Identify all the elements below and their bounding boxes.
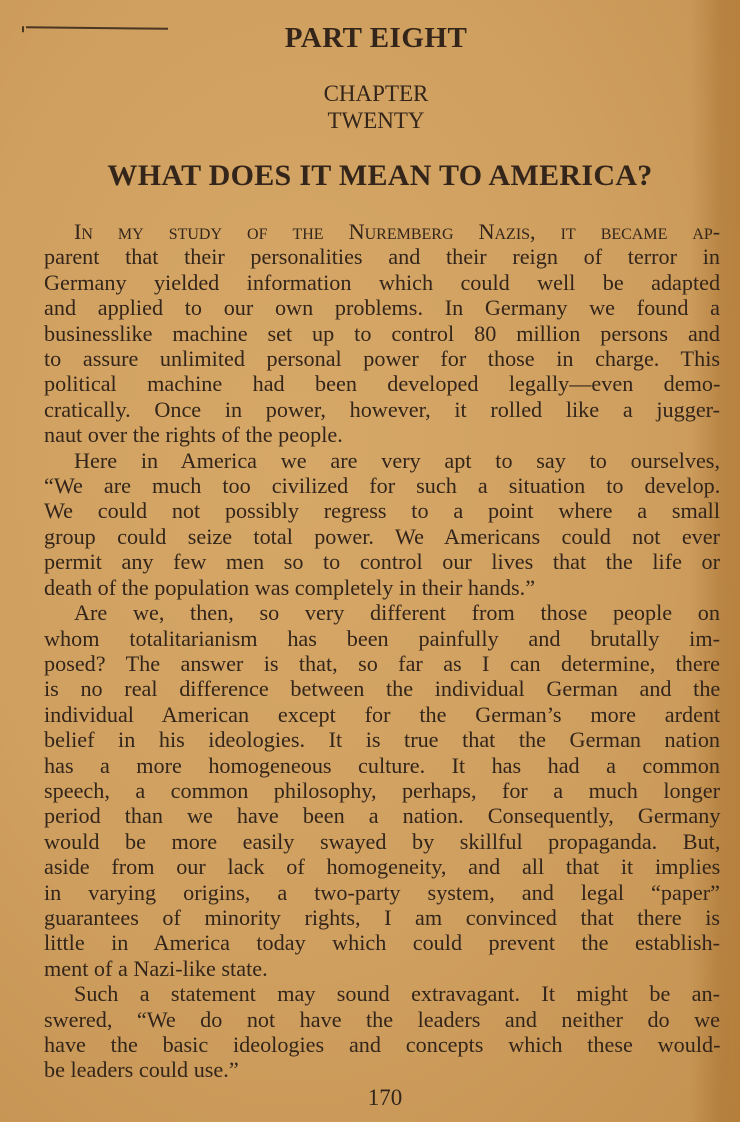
- text-line: have the basic ideologies and concepts which these would-: [44, 1032, 721, 1057]
- text-line: political machine had been developed legally—even demo-: [44, 371, 721, 397]
- chapter-heading: [0, 80, 740, 134]
- text-line: posed? The answer is that, so far as I can determine, there: [44, 650, 720, 676]
- text-line: ment of a Nazi-like state.: [44, 955, 268, 981]
- text-line: period than we have been a nation. Consequently, Germany: [44, 803, 721, 829]
- text-line: death of the population was completely in their hands.”: [44, 574, 536, 600]
- paragraph: [44, 600, 720, 981]
- text-line: would be more easily swayed by skillful propaganda. But,: [44, 828, 721, 854]
- text-line: speech, a common philosophy, perhaps, for a much longer: [44, 777, 720, 803]
- text-line: Here in America we are very apt to say to ourselves,: [74, 447, 720, 473]
- text-line: group could seize total power. We Americans could not ever: [44, 523, 720, 549]
- page-number: 170: [367, 1085, 403, 1110]
- text-line: Are we, then, so very different from those people on: [74, 600, 720, 626]
- text-line: “We are much too civilized for such a situation to develop.: [44, 473, 721, 499]
- chapter-title: WHAT DOES IT MEAN TO AMERICA?: [107, 159, 653, 192]
- text-line: In my study of the Nuremberg Nazis, it became ap-: [74, 219, 721, 244]
- text-line: whom totalitarianism has been painfully and brutally im-: [44, 625, 720, 651]
- paragraph: [44, 448, 720, 600]
- text-line: has a more homogeneous culture. It has had a common: [44, 752, 720, 778]
- text-line: businesslike machine set up to control 80 million persons and: [44, 320, 720, 346]
- text-line: cratically. Once in power, however, it rolled like a jugger-: [44, 396, 720, 422]
- body-text: [44, 219, 720, 1083]
- text-line: little in America today which could prevent the establish-: [44, 930, 720, 956]
- text-line: and applied to our own problems. In Germany we found a: [44, 295, 720, 321]
- text-line: is no real difference between the individual German and the: [44, 676, 721, 702]
- text-line: to assure unlimited personal power for those in charge. This: [44, 346, 720, 372]
- text-line: naut over the rights of the people.: [44, 422, 343, 448]
- text-line: Such a statement may sound extravagant. It might be an-: [74, 981, 721, 1007]
- text-line: parent that their personalities and their reign of terror in: [44, 244, 720, 270]
- paragraph: [44, 981, 720, 1083]
- chapter-number: TWENTY: [327, 108, 425, 133]
- part-title: PART EIGHT: [284, 22, 468, 54]
- text-line: be leaders could use.”: [44, 1057, 239, 1083]
- text-line: Germany yielded information which could well be adapted: [44, 269, 721, 295]
- text-line: permit any few men so to control our lives that the life or: [44, 549, 720, 575]
- text-line: swered, “We do not have the leaders and neither do we: [44, 1006, 720, 1032]
- chapter-label: CHAPTER: [323, 81, 429, 106]
- text-line: guarantees of minority rights, I am convinced that there is: [44, 904, 720, 930]
- text-line: belief in his ideologies. It is true that the German nation: [44, 727, 721, 753]
- text-line: We could not possibly regress to a point where a small: [44, 498, 720, 524]
- text-line: aside from our lack of homogeneity, and all that it implies: [44, 854, 721, 880]
- text-line: individual American except for the German’s more ardent: [44, 701, 721, 727]
- paragraph: [44, 219, 720, 448]
- text-line: in varying origins, a two-party system, and legal “paper”: [44, 879, 720, 905]
